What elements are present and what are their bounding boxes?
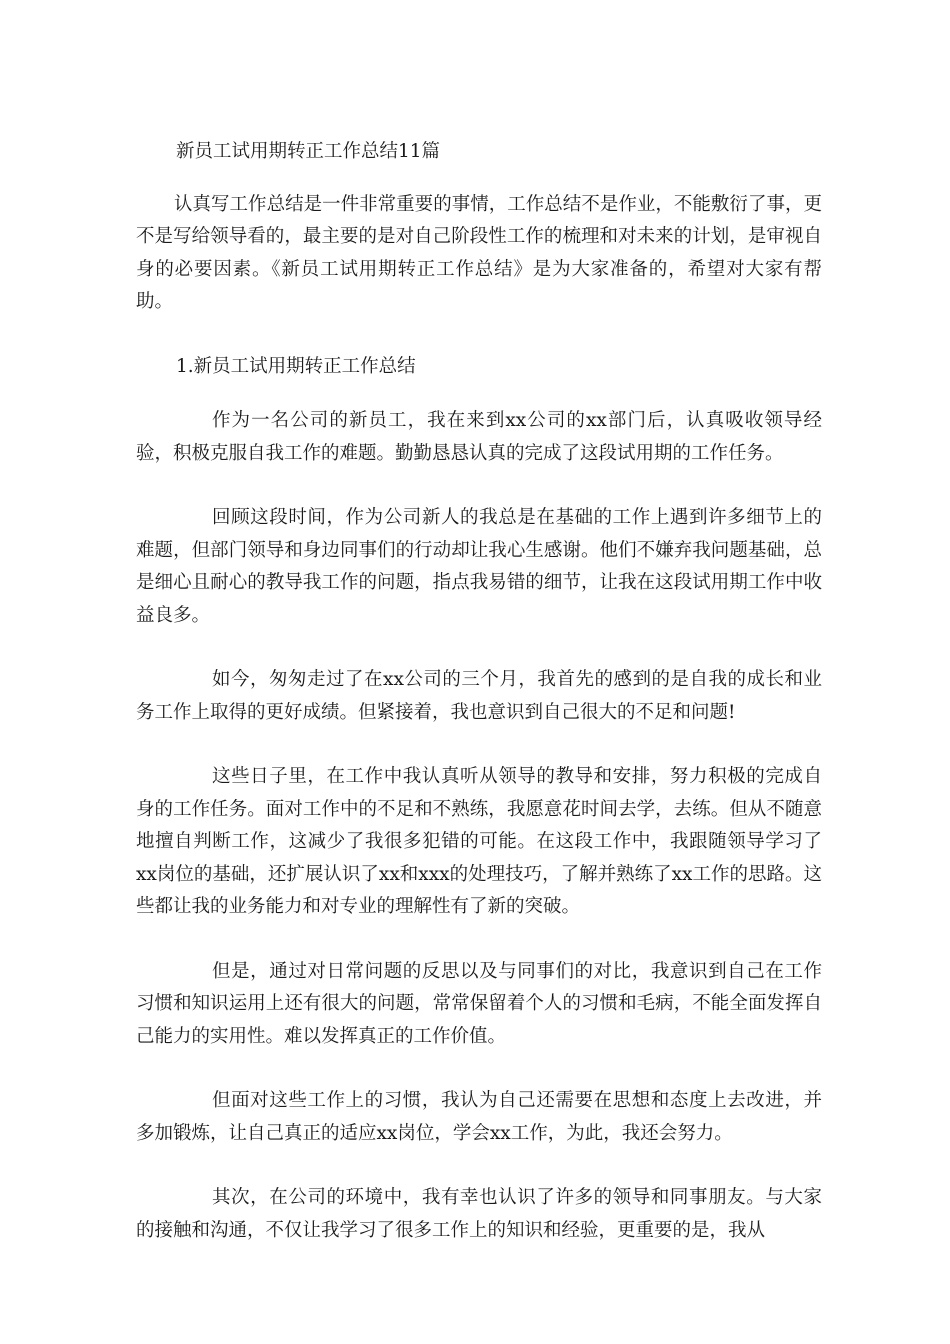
body-paragraph: 这些日子里，在工作中我认真听从领导的教导和安排，努力积极的完成自身的工作任务。面对工作中的不足和不熟练，我愿意花时间去学，去练。但从不随意地擅自判断工作，这减少了我很多犯错的可能。在这段工作中，我跟随领导学习了xx岗位的基础，还扩展认识了xx和xxx的处理技巧，了解并熟练了xx工作的思路。这些都让我的业务能力和对专业的理解性有了新的突破。 (136, 766, 822, 917)
body-paragraph: 回顾这段时间，作为公司新人的我总是在基础的工作上遇到许多细节上的难题，但部门领导和身边同事们的行动却让我心生感谢。他们不嫌弃我问题基础，总是细心且耐心的教导我工作的问题，指点我易错的细节，让我在这段试用期工作中收益良多。 (136, 507, 822, 626)
document-title: 新员工试用期转正工作总结11篇 (176, 141, 441, 162)
section-heading: 1.新员工试用期转正工作总结 (176, 355, 416, 377)
body-paragraph: 其次，在公司的环境中，我有幸也认识了许多的领导和同事朋友。与大家的接触和沟通，不仅让我学习了很多工作上的知识和经验，更重要的是，我从 (136, 1187, 822, 1241)
body-paragraph: 如今，匆匆走过了在xx公司的三个月，我首先的感到的是自我的成长和业务工作上取得的更好成绩。但紧接着，我也意识到自己很大的不足和问题! (136, 669, 822, 723)
body-paragraph: 但是，通过对日常问题的反思以及与同事们的对比，我意识到自己在工作习惯和知识运用上还有很大的问题，常常保留着个人的习惯和毛病，不能全面发挥自己能力的实用性。难以发挥真正的工作价值。 (136, 960, 822, 1047)
intro-paragraph: 认真写工作总结是一件非常重要的事情，工作总结不是作业，不能敷衍了事，更不是写给领导看的，最主要的是对自己阶段性工作的梳理和对未来的计划，是审视自身的必要因素。《新员工试用期转正工作总结》是为大家准备的，希望对大家有帮助。 (136, 193, 822, 312)
body-paragraph: 作为一名公司的新员工，我在来到xx公司的xx部门后，认真吸收领导经验，积极克服自我工作的难题。勤勤恳恳认真的完成了这段试用期的工作任务。 (136, 410, 822, 464)
body-paragraph: 但面对这些工作上的习惯，我认为自己还需要在思想和态度上去改进，并多加锻炼，让自己真正的适应xx岗位，学会xx工作，为此，我还会努力。 (136, 1090, 822, 1144)
document-body (136, 136, 822, 1279)
